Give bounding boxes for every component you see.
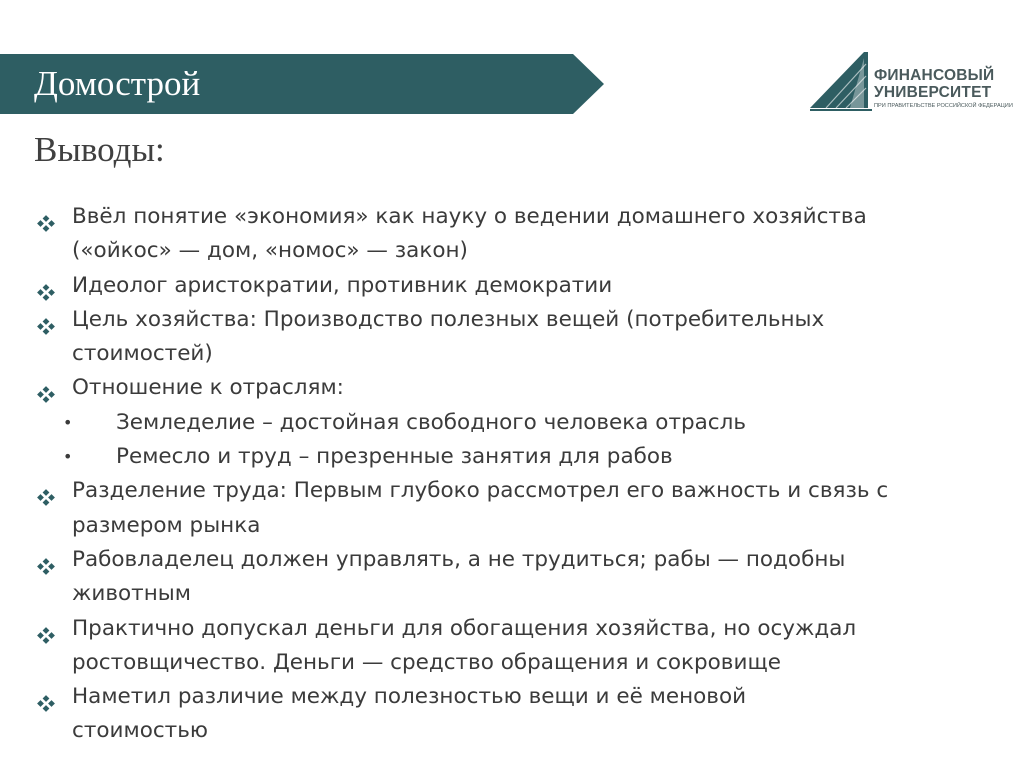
list-item-line: стоимостью [72, 718, 208, 744]
diamond-cluster-icon [36, 483, 56, 500]
list-item [0, 200, 1000, 269]
list-item-line: Ввёл понятие «экономия» как науку о ведении домашнего хозяйства [72, 204, 867, 229]
logo-line-3: ПРИ ПРАВИТЕЛЬСТВЕ РОССИЙСКОЙ ФЕДЕРАЦИИ [874, 103, 1013, 109]
list-item-line: Рабовладелец должен управлять, а не трудиться; рабы — подобны [72, 546, 846, 572]
list-item-line: животным [72, 581, 191, 607]
list-item-line: стоимостей) [72, 341, 213, 367]
diamond-cluster-icon [36, 312, 56, 329]
sub-list-item-text: Земледелие – достойная свободного человека отрасль [116, 409, 747, 435]
logo-line-2: УНИВЕРСИТЕТ [874, 84, 992, 101]
list-item [0, 474, 1000, 543]
university-logo [806, 50, 1016, 114]
list-item-line: Разделение труда: Первым глубоко рассмотрел его важность и связь с [72, 478, 889, 504]
bullet-list [0, 200, 1000, 749]
list-item [0, 371, 1000, 405]
sub-list-item [0, 440, 1000, 474]
logo-line-1: ФИНАНСОВЫЙ [874, 67, 995, 84]
list-item [0, 303, 1000, 372]
list-item [0, 543, 1000, 612]
list-item-line: («ойкос» — дом, «номос» — закон) [72, 238, 468, 264]
sub-list-item-text: Ремесло и труд – презренные занятия для рабов [116, 444, 673, 470]
diamond-cluster-icon [36, 209, 56, 226]
list-item-line: ростовщичество. Деньги — средство обращения и сокровище [72, 649, 781, 675]
list-item-line: размером рынка [72, 512, 261, 538]
bullet-dot-icon: • [63, 412, 73, 432]
sub-list-item [0, 406, 1000, 440]
list-item-line: Отношение к отраслям: [72, 375, 344, 401]
university-logo-icon [806, 50, 874, 114]
list-item-line: Практично допускал деньги для обогащения хозяйства, но осуждал [72, 615, 857, 641]
diamond-cluster-icon [36, 689, 56, 706]
list-item-line: Идеолог аристократии, противник демократии [72, 272, 613, 298]
slide-title: Домострой [34, 64, 201, 103]
list-item [0, 612, 1000, 681]
list-item-line: Наметил различие между полезностью вещи и её меновой [72, 684, 747, 710]
list-item-line: Цель хозяйства: Производство полезных вещей (потребительных [72, 306, 825, 332]
list-item [0, 269, 1000, 303]
diamond-cluster-icon [36, 552, 56, 569]
list-item [0, 680, 1000, 749]
diamond-cluster-icon [36, 621, 56, 638]
bullet-dot-icon: • [63, 447, 73, 467]
diamond-cluster-icon [36, 380, 56, 397]
diamond-cluster-icon [36, 278, 56, 295]
slide-subtitle: Выводы: [34, 130, 165, 169]
